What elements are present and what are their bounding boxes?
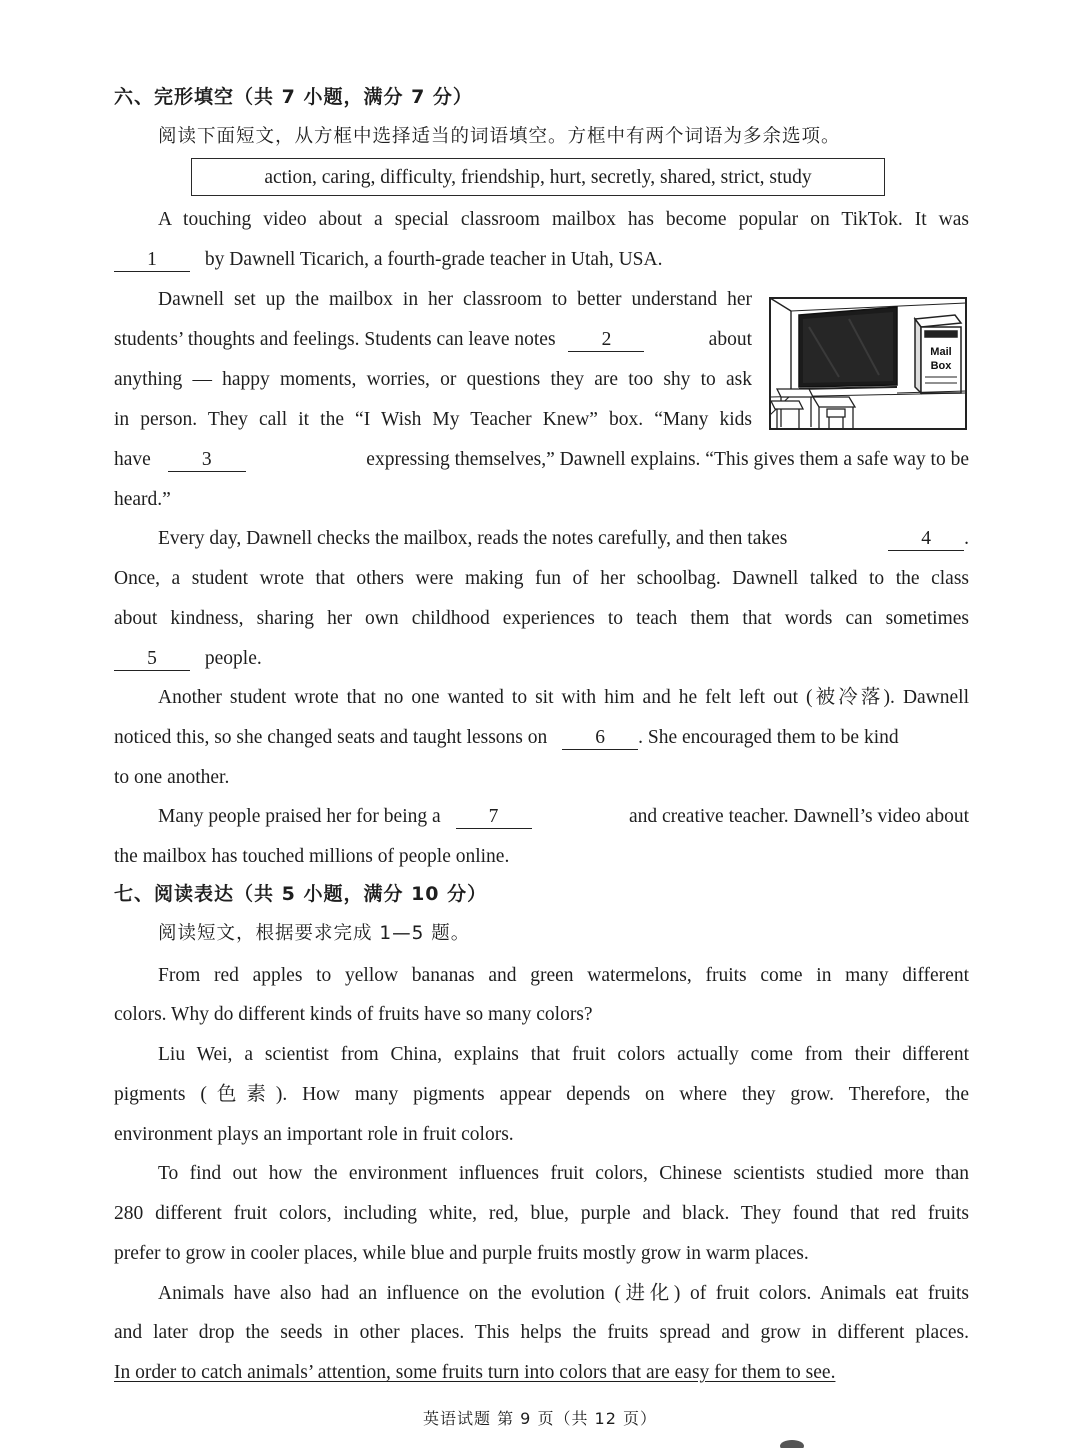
classroom-mailbox-illustration: [769, 297, 967, 430]
s6-p2-line3: anything — happy moments, worries, or questions they are too shy to ask: [114, 369, 752, 390]
s7-p2-line2: pigments (色素). How many pigments appear depends on where they grow. Therefore, the: [114, 1084, 969, 1105]
s6-p3-line4-text: people.: [204, 648, 262, 669]
blank-2[interactable]: 2: [568, 330, 644, 352]
s6-p5-line2: the mailbox has touched millions of people online.: [114, 846, 510, 867]
blank-1[interactable]: 1: [114, 250, 190, 272]
s6-p1-line2: [114, 250, 662, 272]
blank-4[interactable]: 4: [888, 529, 964, 551]
blank-5[interactable]: 5: [114, 649, 190, 671]
section6-heading: 六、完形填空（共 7 小题，满分 7 分）: [114, 86, 473, 108]
s7-p4-line3-underlined-sentence: In order to catch animals’ attention, some fruits turn into colors that are easy for them to see.: [114, 1362, 836, 1383]
s6-p3-line3: about kindness, sharing her own childhood experiences to teach them that words can sometimes: [114, 608, 969, 629]
s6-p3-line1-a: Every day, Dawnell checks the mailbox, reads the notes carefully, and then takes: [158, 528, 788, 549]
s6-p2-line2-a: students’ thoughts and feelings. Students can leave notes: [114, 329, 556, 350]
blank-7[interactable]: 7: [456, 807, 532, 829]
s6-p2-line1: Dawnell set up the mailbox in her classroom to better understand her: [158, 289, 752, 310]
word-bank-box: [191, 158, 885, 196]
s7-p3-line2: 280 different fruit colors, including white, red, blue, purple and black. They found that red fruits: [114, 1203, 969, 1224]
s7-p3-line3: prefer to grow in cooler places, while blue and purple fruits mostly grow in warm places.: [114, 1243, 809, 1264]
s6-p4-line2-a: noticed this, so she changed seats and taught lessons on: [114, 727, 548, 748]
s6-p3-line2: Once, a student wrote that others were making fun of her schoolbag. Dawnell talked to the class: [114, 568, 969, 589]
s6-p2-line5: [114, 450, 969, 472]
scan-edge-mark: [780, 1436, 1080, 1448]
s7-p2-line3: environment plays an important role in fruit colors.: [114, 1124, 514, 1145]
blank-6[interactable]: 6: [562, 728, 638, 750]
section7-heading: 七、阅读表达（共 5 小题，满分 10 分）: [114, 883, 488, 905]
mailbox-label-box: Box: [930, 360, 952, 372]
s6-p2-line2: [114, 330, 752, 352]
s7-p1-line2: colors. Why do different kinds of fruits have so many colors?: [114, 1004, 593, 1025]
s6-p5-line1-a: Many people praised her for being a: [158, 806, 441, 827]
s6-p1-line1: A touching video about a special classroom mailbox has become popular on TikTok. It was: [158, 209, 969, 230]
s6-p2-line5-b: expressing themselves,” Dawnell explains. “This gives them a safe way to be: [366, 449, 969, 470]
s6-p2-line6: heard.”: [114, 489, 171, 510]
section6-instruction: 阅读下面短文，从方框中选择适当的词语填空。方框中有两个词语为多余选项。: [158, 126, 841, 147]
blank-3[interactable]: 3: [168, 450, 246, 472]
s6-p4-line1: Another student wrote that no one wanted to sit with him and he felt left out (被冷落). Dawnell: [158, 687, 969, 708]
mailbox-label-mail: Mail: [930, 346, 952, 358]
s6-p3-line1-b: .: [964, 528, 969, 549]
s7-p4-line1: Animals have also had an influence on the evolution (进化) of fruit colors. Animals eat fruits: [158, 1283, 969, 1304]
page-footer: 英语试题 第 9 页（共 12 页）: [423, 1409, 657, 1428]
s7-p4-line2: and later drop the seeds in other places. This helps the fruits spread and grow in different places.: [114, 1322, 969, 1343]
s6-p2-line4: in person. They call it the “I Wish My Teacher Knew” box. “Many kids: [114, 409, 752, 430]
s6-p2-line5-a: have: [114, 449, 151, 470]
s7-p3-line1: To find out how the environment influences fruit colors, Chinese scientists studied more than: [158, 1163, 969, 1184]
s6-p4-line2: [114, 728, 969, 750]
s6-p4-line3: to one another.: [114, 767, 230, 788]
s6-p5-line1-b: and creative teacher. Dawnell’s video about: [628, 806, 969, 827]
s6-p5-line1: [158, 807, 969, 829]
s7-p2-line1: Liu Wei, a scientist from China, explains that fruit colors actually come from their different: [158, 1044, 969, 1065]
s6-p3-line4: [114, 649, 262, 671]
s6-p1-line2-text: by Dawnell Ticarich, a fourth-grade teacher in Utah, USA.: [204, 249, 663, 270]
s6-p4-line2-b: . She encouraged them to be kind: [638, 727, 899, 748]
s6-p3-line1: [158, 529, 969, 549]
s7-p1-line1: From red apples to yellow bananas and green watermelons, fruits come in many different: [158, 965, 969, 986]
s6-p2-line2-b: about: [708, 329, 752, 350]
section7-instruction: 阅读短文，根据要求完成 1—5 题。: [158, 923, 471, 944]
word-bank-text: action, caring, difficulty, friendship, hurt, secretly, shared, strict, study: [264, 167, 812, 188]
